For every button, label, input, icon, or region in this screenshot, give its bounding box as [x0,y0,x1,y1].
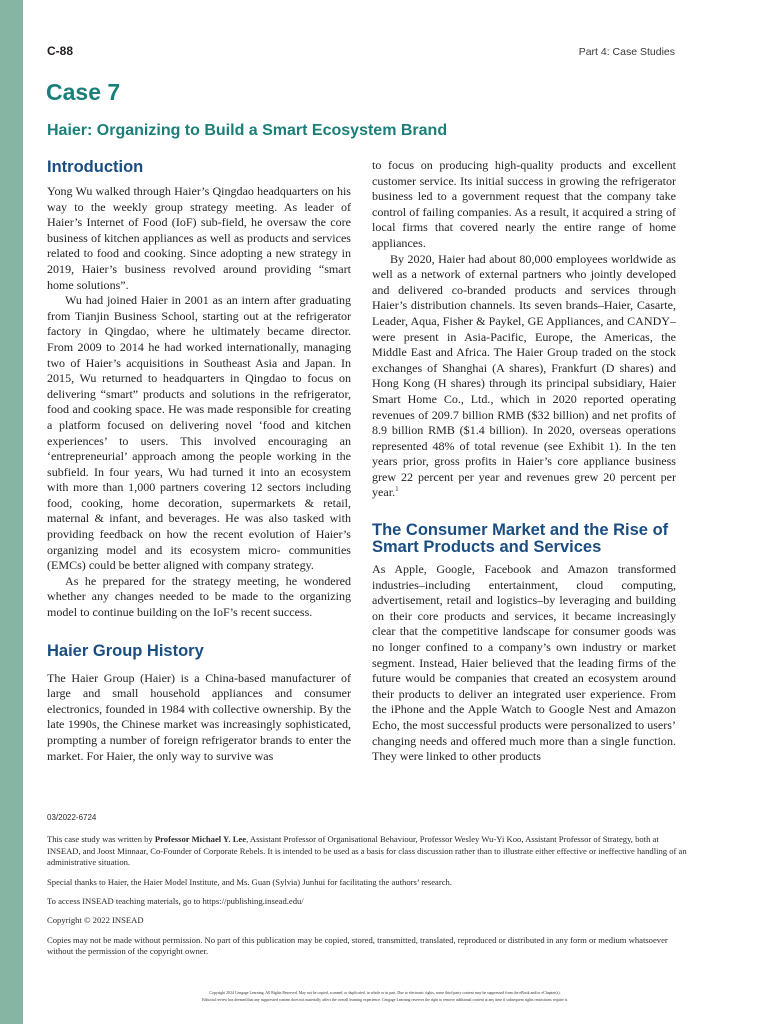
case-label: Case 7 [46,79,121,105]
case-notes [47,812,687,966]
history-heading: Haier Group History [47,641,204,660]
history-paragraph-2: By 2020, Haier had about 80,000 employees worldwide as well as a network of external partners who jointly developed and delivered co-branded products and services through Haier’s distribution channels. Its seven brands–Haier, Casarte, Leader, Aqua, Fisher & Paykel, GE Appliances, and CANDY–were present in Asia-Pacific, Europe, the Americas, the Middle East and Africa. The Haier Group traded on the stock exchanges of Shanghai (A shares), Frankfurt (D shares) and Hong Kong (H shares) through its principal subsidiary, Haier Smart Home Co., Ltd., which in 2020 reported operating revenues of 209.7 billion RMB ($32 billion) and net profits of 8.9 billion RMB ($1.4 billion). In 2020, overseas operations represented 48% of total revenue (see Exhibit 1). In the ten years prior, gross profits in Haier’s core appliance business grew 22 percent per year and revenues grew 20 percent per year. [372,251,676,500]
footnote-ref[interactable]: 1 [395,485,399,494]
legal-line-1: Copyright 2024 Cengage Learning. All Rights Reserved. May not be copied, scanned, or duplicated, in whole or in part. Due to electronic rights, some third party content may be suppressed from the eBook and/or eChapter(s). [209,991,561,995]
market-paragraph-1: As Apple, Google, Facebook and Amazon transformed industries–including entertainment, cloud computing, advertisement, retail and logistics–by leveraging and building on their core products and services, it became increasingly clear that the competitive landscape for consumer goods was no longer confined to a company’s own industry or market segment. Instead, Haier believed that the leading firms of the future would be companies that created an ecosystem around their products to deliver an integrated user experience. From the iPhone and the Apple Watch to Google Nest and Amazon Echo, the most successful products were personalized to users’ changing needs and offered much more than a single function. They were linked to other products [372,562,676,764]
access-note[interactable]: To access INSEAD teaching materials, go to https://publishing.insead.edu/ [47,896,304,907]
author-note [47,834,687,868]
page-number: C-88 [47,44,74,58]
case-code: 03/2022-6724 [47,813,97,822]
history-paragraph-1-continued: to focus on producing high-quality products and excellent customer service. Its initial success in growing the refrigerator business led to a government request that the company take control of failing companies. As a result, it acquired a string of local firms that covered nearly the entire range of home appliances. [372,158,676,250]
intro-paragraph-3: As he prepared for the strategy meeting, he wondered whether any changes needed to be made to the organizing model to continue building on the IoF’s recent success. [47,573,351,620]
permission-note: Copies may not be made without permission. No part of this publication may be copied, stored, transmitted, translated, reproduced or distributed in any form or medium whatsoever without the permission of the copyright owner. [47,934,668,957]
intro-paragraph-2: Wu had joined Haier in 2001 as an intern after graduating from Tianjin Business School, starting out at the refrigerator factory in Qingdao, where he ultimately became director. From 2009 to 2014 he had worked internationally, managing two of Haier’s acquisitions in Southeast Asia and Japan. In 2015, Wu returned to headquarters in Qingdao to focus on delivering “smart” products and solutions in the refrigerator, food and cooking space. He was made responsible for creating a platform focused on delivering novel ‘food and kitchen experiences’ to users. This involved encouraging an ‘entrepreneurial’ approach among the people working in the subfield. In four years, Wu had turned it into an ecosystem with more than 1,000 partners covering 12 sectors including food, cooking, home decoration, supermarkets & retail, maternal & infant, and beverages. He was also tasked with providing feedback on how the recent evolution of Haier’s organizing model and its ecosystem micro- communities (EMCs) could be better aligned with company strategy. [47,293,351,573]
case-title [47,122,447,140]
introduction-heading: Introduction [47,158,144,176]
author-note-post: , Assistant Professor of Organisational Behaviour, Professor Wesley Wu-Yi Koo, Assistant Professor of Strategy, both at INSEAD, and Joost Minnaar, Co-Founder of Corporate Rebels. It is intended to be used as a basis for class discussion rather than to illustrate either effective or ineffective handling of an administrative situation. [47,834,687,868]
history-paragraph-1: The Haier Group (Haier) is a China-based manufacturer of large and small household appliances and consumer electronics, founded in 1984 with collective ownership. By the late 1990s, the Chinese market was increasingly sophisticated, prompting a number of foreign refrigerator brands to enter the market. For Haier, the only way to survive was [47,670,351,763]
legal-line-2: Editorial review has deemed that any suppressed content does not materially affect the overall learning experience. Cengage Learning reserves the right to remove additional content at any time if subsequent rights restrictions require it. [202,998,568,1002]
copyright-note: Copyright © 2022 INSEAD [47,915,144,926]
running-head: Part 4: Case Studies [578,46,675,58]
author-name: Professor Michael Y. Lee [154,834,247,845]
intro-paragraph-1: Yong Wu walked through Haier’s Qingdao headquarters on his way to the weekly group strategy meeting. As leader of Haier’s Internet of Food (IoF) sub-field, he oversaw the core business of kitchen appliances as well as products and services related to food and cooking. Since adopting a new strategy in 2019, Haier’s business revolved around providing “smart home solutions”. [47,184,351,292]
case-title-brand: Haier [47,122,88,139]
case-title-rest: : Organizing to Build a Smart Ecosystem Brand [87,122,448,139]
legal-footer [90,990,680,1004]
side-color-bar [0,0,23,1024]
history-paragraph-2-wrap [372,252,676,502]
author-note-pre: This case study was written by [47,834,155,845]
right-column [372,158,676,765]
left-column [47,158,351,764]
market-heading: The Consumer Market and the Rise of Smart Products and Services [372,521,669,556]
thanks-note: Special thanks to Haier, the Haier Model Institute, and Ms. Guan (Sylvia) Junhui for facilitating the authors’ research. [47,876,452,887]
